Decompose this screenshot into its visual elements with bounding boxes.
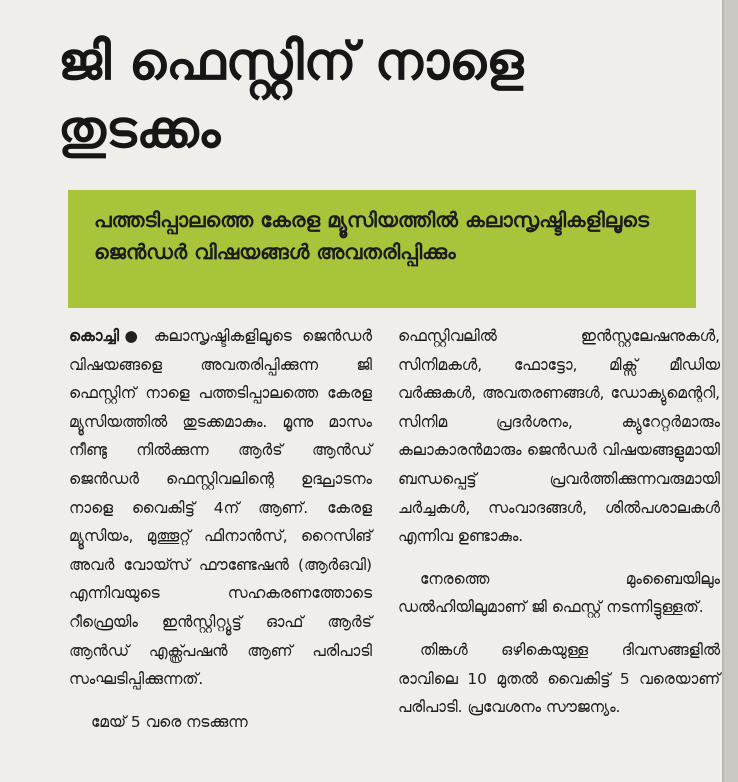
article-column-right (398, 322, 720, 722)
column-left-tail: മേയ് 5 വരെ നടക്കുന്ന (91, 712, 248, 731)
deck-box (68, 190, 696, 308)
adjacent-page-edge (722, 0, 738, 782)
bullet-icon: ● (118, 327, 144, 345)
article-column-left (69, 322, 372, 736)
dateline: കൊച്ചി (69, 327, 119, 345)
lead-paragraph (69, 322, 372, 694)
body-paragraph-3: തിങ്കൾ ഒഴികെയുള്ള ദിവസങ്ങളിൽ രാവിലെ 10 മുതൽ വൈകിട്ട് 5 വരെയാണ് പരിപാടി. പ്രവേശനം സൗജന്യം. (398, 640, 720, 717)
body-paragraph-1: ഫെസ്റ്റിവലിൽ ഇൻസ്റ്റലേഷനുകൾ, സിനിമകൾ, ഫോട്ടോ, മിക്സ് മീഡിയ വർക്കുകൾ, അവതരണങ്ങൾ, ഡോക്യുമെന്ററി, സിനിമ പ്രദർശനം, ക്യുറേറ്റർമാരും കലാകാരൻമാരും ജെൻഡർ വിഷയങ്ങളുമായി ബന്ധപ്പെട്ട് പ്രവർത്തിക്കുന്നവരുമായി ചർച്ചകൾ, സംവാദങ്ങൾ, ശിൽപശാലകൾ എന്നിവ ഉണ്ടാകും. (398, 327, 720, 546)
deck-text: പത്തടിപ്പാലത്തെ കേരള മ്യൂസിയത്തിൽ കലാസൃഷ്ടികളിലൂടെ ജെൻഡർ വിഷയങ്ങൾ അവതരിപ്പിക്കും (94, 208, 649, 264)
lead-text: കലാസൃഷ്ടികളിലൂടെ ജെൻഡർ വിഷയങ്ങളെ അവതരിപ്പിക്കുന്ന ജി ഫെസ്റ്റിന് നാളെ പത്തടിപ്പാലത്തെ കേരള മ്യൂസിയത്തിൽ തുടക്കമാകും. മൂന്നു മാസം നീണ്ടു നിൽക്കുന്ന ആർട് ആൻഡ് ജെൻഡർ ഫെസ്റ്റിവലിന്റെ ഉദ്ഘാടനം നാളെ വൈകിട്ട് 4ന് ആണ്. കേരള മ്യൂസിയം, മുത്തൂറ്റ് ഫിനാൻസ്, റൈസിങ് അവർ വോയ്സ് ഫൗണ്ടേഷൻ (ആർഒവി) എന്നിവയുടെ സഹകരണത്തോടെ റീഫ്രെയിം ഇൻസ്റ്റിറ്റ്യൂട്ട് ഓഫ് ആർട് ആൻഡ് എക്സ്പ്രഷൻ ആണ് പരിപാടി സംഘടിപ്പിക്കുന്നത്. (69, 327, 372, 689)
body-paragraph-2: നേരത്തെ മുംബൈയിലും ഡൽഹിയിലുമാണ് ജി ഫെസ്റ്റ് നടന്നിട്ടുള്ളത്. (398, 569, 720, 617)
headline: ജി ഫെസ്റ്റിന് നാളെ തുടക്കം (58, 32, 524, 160)
